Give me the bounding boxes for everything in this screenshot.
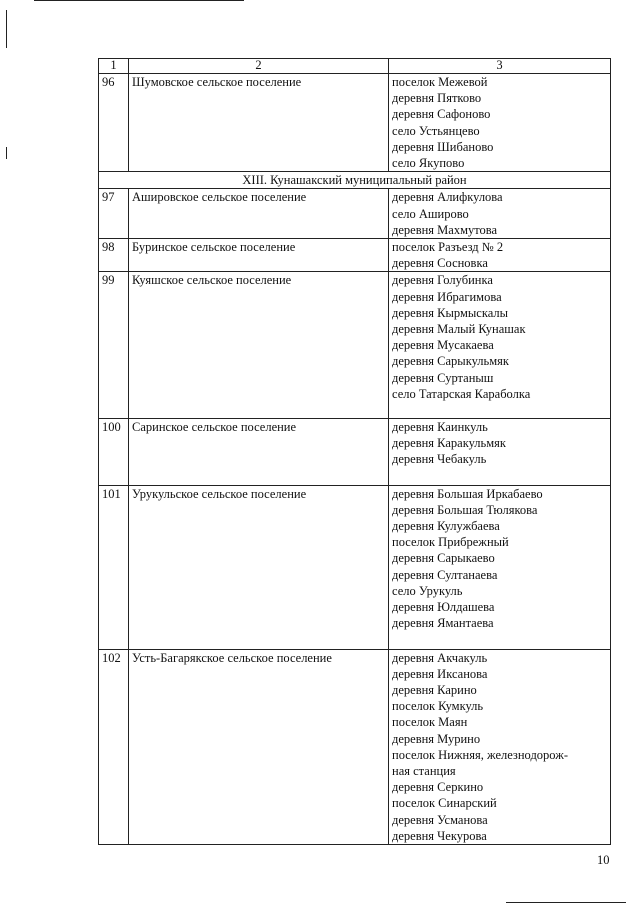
settlement-item: поселок Межевой	[392, 75, 488, 89]
settlements-list	[389, 272, 611, 419]
settlement-item: деревня Кулужбаева	[392, 519, 500, 534]
table-row	[99, 272, 611, 419]
settlement-item: село Аширово	[392, 206, 469, 221]
settlements-table	[98, 58, 611, 845]
settlement-item: деревня Шибаново	[392, 139, 494, 154]
scan-artifact-top	[34, 0, 244, 1]
settlement-item: поселок Маян	[392, 715, 468, 730]
settlement-item: поселок Разъезд № 2	[392, 240, 504, 255]
settlement-item: деревня Сосновка	[392, 256, 488, 271]
settlement-item: деревня Пятково	[392, 91, 482, 106]
settlements-list	[389, 189, 611, 239]
settlement-item: деревня Алифкулова	[392, 190, 503, 205]
settlement-council-name: Шумовское сельское поселение	[129, 74, 389, 172]
scan-artifact-left-mark	[6, 147, 7, 159]
settlement-item: деревня Сарыкульмяк	[392, 354, 509, 369]
settlement-item: село Якупово	[392, 156, 465, 171]
settlement-item: деревня Малый Кунашак	[392, 322, 526, 337]
settlement-item: деревня Большая Иркабаево	[392, 486, 543, 501]
settlement-council-name: Саринское сельское поселение	[129, 419, 389, 486]
column-header: 3	[389, 59, 611, 74]
settlement-item: ная станция	[392, 763, 456, 778]
settlement-item: деревня Серкино	[392, 780, 484, 795]
settlement-item: деревня Усманова	[392, 812, 488, 827]
table-row	[99, 189, 611, 239]
settlement-item: деревня Мурино	[392, 731, 481, 746]
scan-artifact-left	[6, 10, 7, 48]
settlement-item: деревня Иксанова	[392, 666, 488, 681]
settlement-item: деревня Каинкуль	[392, 420, 488, 435]
row-number: 96	[99, 74, 129, 172]
table-header-row	[99, 59, 611, 74]
row-number: 97	[99, 189, 129, 239]
settlement-item: деревня Большая Тюлякова	[392, 502, 538, 517]
settlements-list	[389, 74, 611, 172]
page-number: 10	[597, 853, 610, 867]
row-number: 100	[99, 419, 129, 486]
settlement-council-name: Аширoвское сельское поселение	[129, 189, 389, 239]
district-row	[99, 172, 611, 189]
settlement-item: деревня Махмутова	[392, 222, 498, 237]
row-number: 98	[99, 239, 129, 272]
settlement-item: деревня Каракульмяк	[392, 436, 506, 451]
settlement-item: деревня Кырмыскалы	[392, 305, 509, 320]
settlement-item: поселок Прибрежный	[392, 535, 509, 550]
table-row	[99, 419, 611, 486]
table-body	[99, 74, 611, 845]
settlement-item: деревня Чекурова	[392, 828, 487, 843]
district-title: XIII. Кунашакский муниципальный район	[99, 172, 611, 189]
settlement-item: деревня Мусакаева	[392, 338, 494, 353]
table-row	[99, 485, 611, 649]
settlements-list	[389, 239, 611, 272]
settlement-council-name: Усть-Багарякское сельское поселение	[129, 649, 389, 844]
settlements-list	[389, 419, 611, 486]
settlements-list	[389, 649, 611, 844]
settlement-item: деревня Чебакуль	[392, 452, 487, 467]
settlement-item: деревня Ямантаева	[392, 616, 494, 631]
settlement-item: деревня Карино	[392, 682, 477, 697]
settlement-item: деревня Юлдашева	[392, 600, 495, 615]
settlement-item: село Устьянцево	[392, 123, 480, 138]
settlements-list	[389, 485, 611, 649]
settlement-council-name: Буринское сельское поселение	[129, 239, 389, 272]
settlement-item: поселок Кумкуль	[392, 699, 484, 714]
table-row	[99, 74, 611, 172]
settlement-item: деревня Суртаныш	[392, 370, 494, 385]
table-row	[99, 649, 611, 844]
settlement-item: село Татарская Караболка	[392, 386, 531, 401]
settlement-item: деревня Ибрагимова	[392, 289, 502, 304]
settlement-item: село Урукуль	[392, 583, 463, 598]
settlement-item: деревня Сафоново	[392, 107, 491, 122]
column-header: 1	[99, 59, 129, 74]
row-number: 101	[99, 485, 129, 649]
table-row	[99, 239, 611, 272]
settlement-council-name: Куяшское сельское поселение	[129, 272, 389, 419]
row-number: 102	[99, 649, 129, 844]
settlement-item: деревня Сарыкаево	[392, 551, 495, 566]
column-header: 2	[129, 59, 389, 74]
settlement-item: деревня Акчакуль	[392, 650, 488, 665]
settlement-item: деревня Султанаева	[392, 567, 498, 582]
settlement-item: поселок Синарский	[392, 796, 497, 811]
row-number: 99	[99, 272, 129, 419]
settlement-item: поселок Нижняя, железнодорож-	[392, 747, 569, 762]
settlement-item: деревня Голубинка	[392, 273, 493, 288]
scan-artifact-bottom	[506, 902, 626, 903]
settlement-council-name: Урукульское сельское поселение	[129, 485, 389, 649]
